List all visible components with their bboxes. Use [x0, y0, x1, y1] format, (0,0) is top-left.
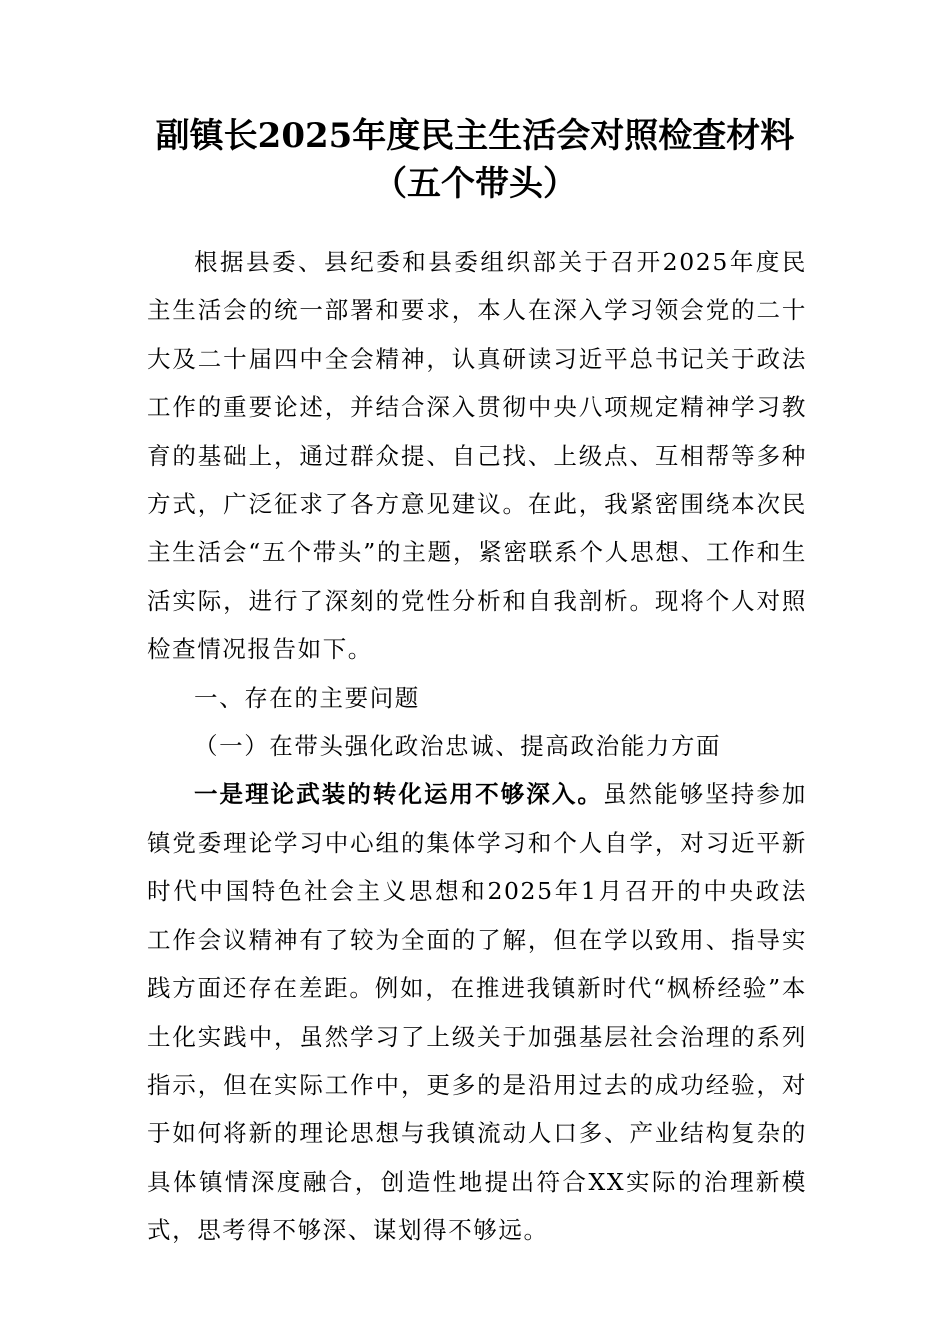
document-subtitle: （五个带头） — [373, 164, 577, 204]
subsection-heading: （一）在带头强化政治忠诚、提高政治能力方面 — [194, 732, 722, 761]
section-heading: 一、存在的主要问题 — [194, 683, 420, 712]
point-text: 虽然能够坚持参加镇党委理论学习中心组的集体学习和个人自学，对习近平新时代中国特色社会主义思想和2025年1月召开的中央政法工作会议精神有了较为全面的了解，但在学以致用、指导实践方面还存在差距。例如，在推进我镇新时代“枫桥经验”本土化实践中，虽然学习了上级关于加强基层社会治理的系列指示，但在实际工作中，更多的是沿用过去的成功经验，对于如何将新的理论思想与我镇流动人口多、产业结构复杂的具体镇情深度融合，创造性地提出符合XX实际的治理新模式，思考得不够深、谋划得不够远。 — [147, 780, 807, 1245]
point-paragraph — [147, 770, 807, 1254]
intro-paragraph: 根据县委、县纪委和县委组织部关于召开2025年度民主生活会的统一部署和要求，本人在深入学习领会党的二十大及二十届四中全会精神，认真研读习近平总书记关于政法工作的重要论述，并结合深入贯彻中央八项规定精神学习教育的基础上，通过群众提、自己找、上级点、互相帮等多种方式，广泛征求了各方意见建议。在此，我紧密围绕本次民主生活会“五个带头”的主题，紧密联系个人思想、工作和生活实际，进行了深刻的党性分析和自我剖析。现将个人对照检查情况报告如下。 — [147, 248, 807, 664]
document-title: 副镇长2025年度民主生活会对照检查材料 — [155, 116, 795, 156]
document-body — [147, 238, 807, 1255]
point-lead: 一是理论武装的转化运用不够深入。 — [194, 780, 603, 809]
